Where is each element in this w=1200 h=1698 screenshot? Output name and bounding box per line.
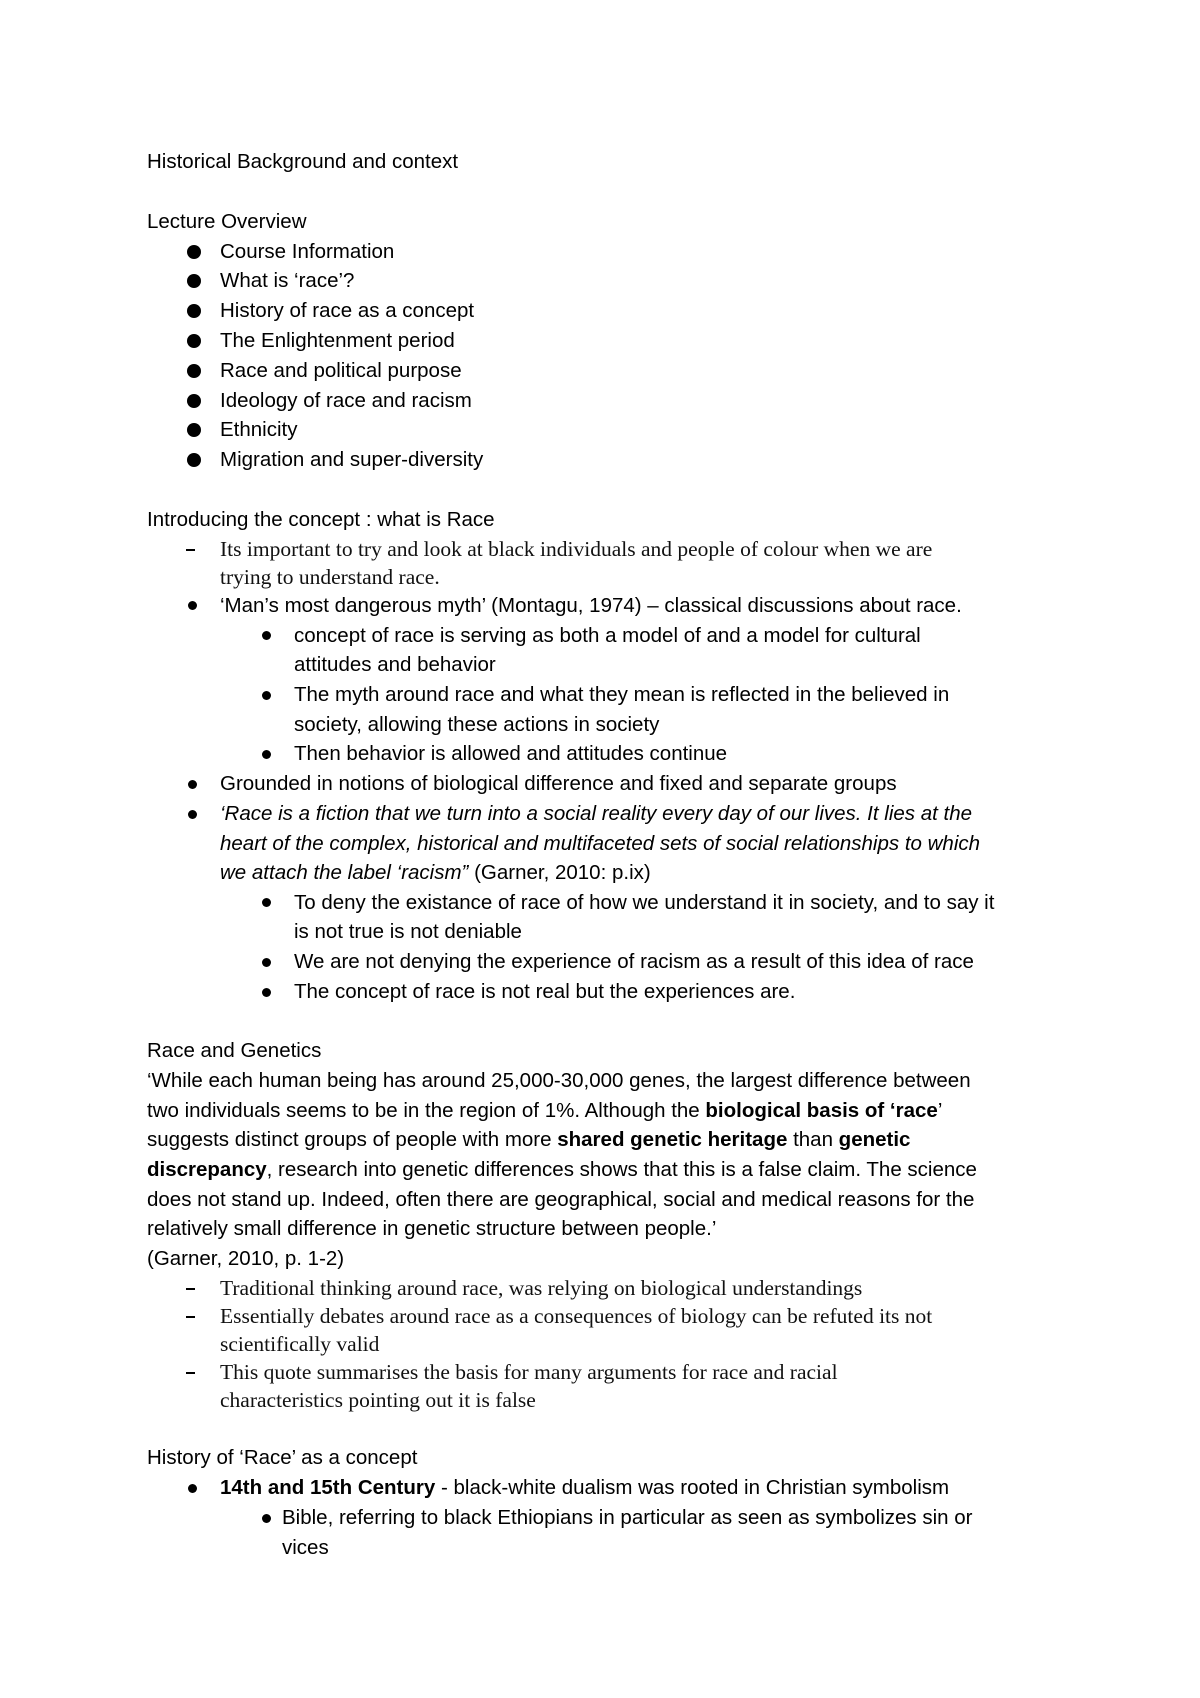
quote-line [147, 1096, 942, 1126]
quote-line: ‘Race is a fiction that we turn into a social reality every day of our lives. It lies at the [220, 802, 973, 825]
note-line: Traditional thinking around race, was relying on biological understandings [220, 1276, 863, 1300]
quote-line [147, 1125, 910, 1155]
list-item: Ideology of race and racism [220, 389, 472, 412]
quote-text: ’ [937, 1099, 943, 1122]
bullet-icon [187, 334, 201, 348]
intro-heading: Introducing the concept : what is Race [147, 508, 495, 531]
bullet-icon [187, 364, 201, 378]
dash-icon [186, 1316, 195, 1318]
bullet-icon [187, 245, 201, 259]
list-item: Migration and super-diversity [220, 448, 484, 471]
bullet-icon [262, 750, 271, 759]
note-line: society, allowing these actions in society [294, 713, 660, 736]
dash-icon [186, 549, 195, 551]
emphasis: 14th and 15th Century [220, 1476, 436, 1499]
emphasis: shared genetic heritage [557, 1128, 788, 1151]
note-line: vices [282, 1536, 329, 1559]
note-line: concept of race is serving as both a model of and a model for cultural [294, 624, 921, 647]
history-heading: History of ‘Race’ as a concept [147, 1446, 418, 1469]
quote-line [147, 1155, 977, 1185]
note-line: characteristics pointing out it is false [220, 1388, 536, 1412]
emphasis: biological basis of ‘race [705, 1099, 938, 1122]
bullet-icon [188, 601, 197, 610]
note-line: The concept of race is not real but the experiences are. [294, 980, 796, 1003]
bullet-icon [262, 1514, 271, 1523]
bullet-icon [188, 1484, 197, 1493]
bullet-icon [187, 453, 201, 467]
document-title: Historical Background and context [147, 150, 459, 173]
list-item: Race and political purpose [220, 359, 462, 382]
citation: (Garner, 2010, p. 1-2) [147, 1247, 345, 1270]
bullet-icon [262, 691, 271, 700]
bullet-icon [187, 423, 201, 437]
list-item: History of race as a concept [220, 299, 475, 322]
bullet-icon [262, 958, 271, 967]
genetics-heading: Race and Genetics [147, 1039, 322, 1062]
quote-text: two individuals seems to be in the region of 1%. Although the [147, 1099, 706, 1122]
note-line: attitudes and behavior [294, 653, 496, 676]
bullet-icon [262, 898, 271, 907]
note-line: The myth around race and what they mean is reflected in the believed in [294, 683, 950, 706]
note-line: Bible, referring to black Ethiopians in particular as seen as symbolizes sin or [282, 1506, 973, 1529]
emphasis: genetic [838, 1128, 911, 1151]
list-item: Ethnicity [220, 418, 298, 441]
bullet-icon [262, 988, 271, 997]
bullet-icon [187, 394, 201, 408]
quote-line: heart of the complex, historical and multifaceted sets of social relationships to which [220, 832, 981, 855]
note-line: ‘Man’s most dangerous myth’ (Montagu, 1974) – classical discussions about race. [220, 594, 962, 617]
note-line: is not true is not deniable [294, 920, 522, 943]
bullet-icon [187, 274, 201, 288]
note-line [220, 1473, 949, 1503]
quote-line: relatively small difference in genetic structure between people.’ [147, 1217, 717, 1240]
citation: (Garner, 2010: p.ix) [468, 861, 651, 884]
note-line: Essentially debates around race as a consequences of biology can be refuted its not [220, 1304, 933, 1328]
quote-line [220, 858, 651, 888]
list-item: The Enlightenment period [220, 329, 455, 352]
dash-icon [186, 1288, 195, 1290]
quote-line: does not stand up. Indeed, often there are geographical, social and medical reasons for the [147, 1188, 975, 1211]
emphasis: discrepancy [147, 1158, 267, 1181]
quote-text: , research into genetic differences shows that this is a false claim. The science [266, 1158, 977, 1181]
note-line: This quote summarises the basis for many arguments for race and racial [220, 1360, 838, 1384]
bullet-icon [188, 810, 197, 819]
note-line: Grounded in notions of biological difference and fixed and separate groups [220, 772, 897, 795]
list-item: What is ‘race’? [220, 269, 355, 292]
note-line: trying to understand race. [220, 565, 440, 589]
quote-text: than [787, 1128, 839, 1151]
note-line: Then behavior is allowed and attitudes continue [294, 742, 728, 765]
dash-icon [186, 1372, 195, 1374]
note-line: scientifically valid [220, 1332, 380, 1356]
overview-heading: Lecture Overview [147, 210, 307, 233]
bullet-icon [262, 631, 271, 640]
list-item: Course Information [220, 240, 395, 263]
bullet-icon [188, 780, 197, 789]
note-line: We are not denying the experience of racism as a result of this idea of race [294, 950, 974, 973]
quote-text: suggests distinct groups of people with more [147, 1128, 558, 1151]
note-text: - black-white dualism was rooted in Christian symbolism [435, 1476, 950, 1499]
quote-line: ‘While each human being has around 25,000-30,000 genes, the largest difference between [147, 1069, 971, 1092]
quote-text: we attach the label ‘racism” [220, 861, 469, 884]
note-line: Its important to try and look at black individuals and people of colour when we are [220, 537, 933, 561]
note-line: To deny the existance of race of how we understand it in society, and to say it [294, 891, 995, 914]
bullet-icon [187, 304, 201, 318]
